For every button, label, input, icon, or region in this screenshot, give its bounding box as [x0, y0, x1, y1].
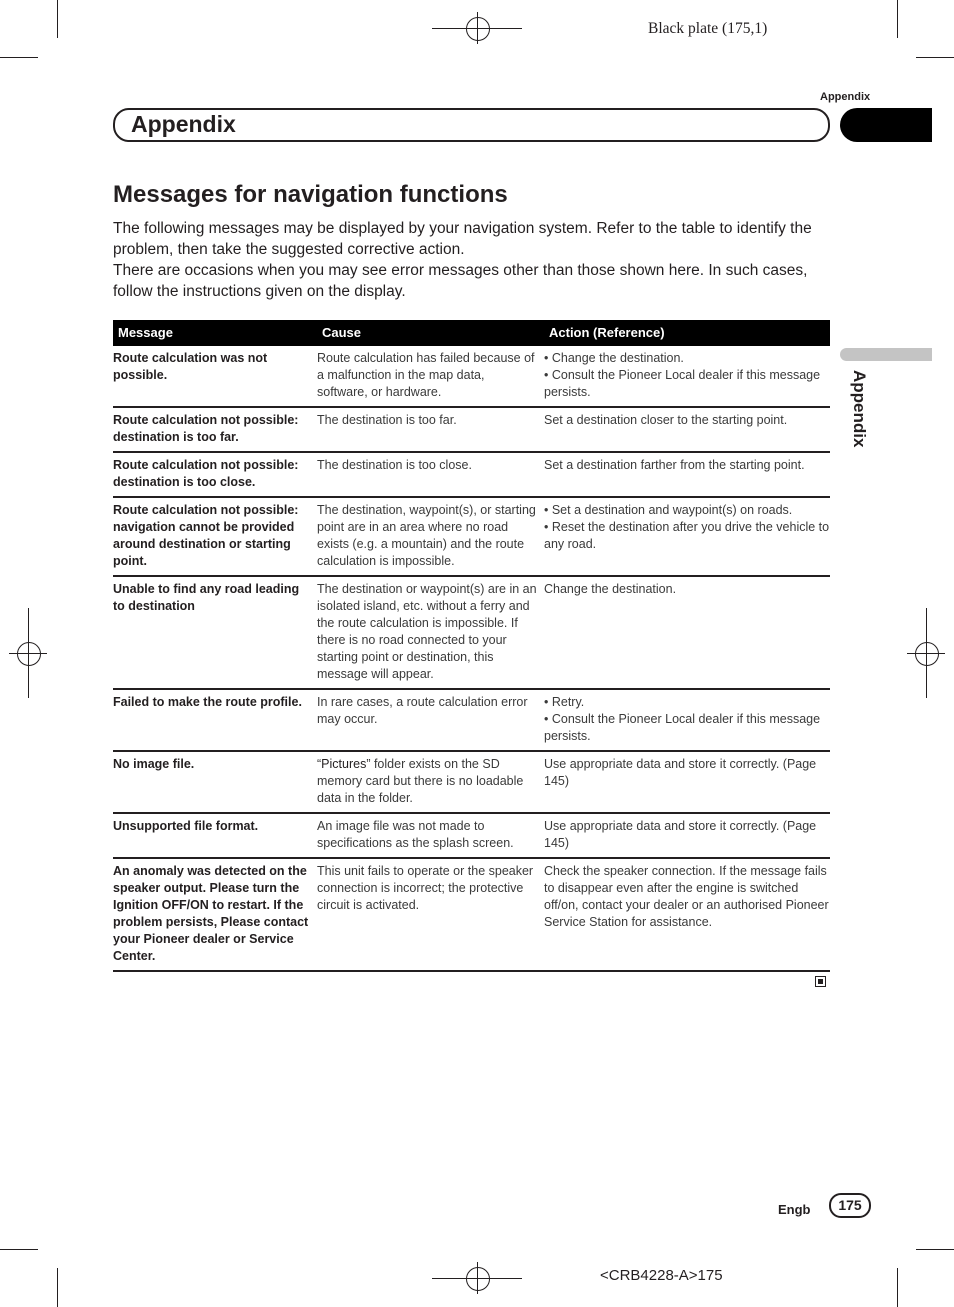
registration-circle [17, 642, 41, 666]
cause-cell: Route calculation has failed because of a malfunction in the map data, software, or hardware. [317, 346, 544, 407]
table-row [113, 497, 830, 576]
table-row [113, 407, 830, 452]
cause-cell: The destination or waypoint(s) are in an isolated island, etc. without a ferry and the route calculation is impossible. If there is no road connected to your starting point or destination, this message will appear. [317, 576, 544, 689]
crop-mark [57, 1268, 58, 1307]
crop-mark [916, 57, 954, 58]
registration-circle [466, 1267, 490, 1291]
crop-mark [916, 1249, 954, 1250]
message-cell: Route calculation not possible: navigation cannot be provided around destination or starting point. [113, 497, 317, 576]
table-row [113, 858, 830, 971]
section-banner [113, 108, 830, 142]
crop-mark [0, 1249, 38, 1250]
cause-cell: The destination, waypoint(s), or starting point are in an area where no road exists (e.g. a mountain) and the route calculation is impossible. [317, 497, 544, 576]
action-cell: • Change the destination. • Consult the Pioneer Local dealer if this message persists. [544, 346, 830, 407]
language-code: Engb [778, 1202, 811, 1217]
cause-cell: This unit fails to operate or the speaker connection is incorrect; the protective circuit is activated. [317, 858, 544, 971]
column-header-cause: Cause [317, 320, 544, 346]
folder-name: Pictures [321, 757, 367, 771]
end-of-section-icon [815, 976, 826, 987]
plate-label: Black plate (175,1) [648, 20, 768, 37]
column-header-message: Message [113, 320, 317, 346]
chapter-tab [840, 108, 932, 142]
page-title: Messages for navigation functions [113, 181, 508, 208]
message-cell: Route calculation not possible: destination is too close. [113, 452, 317, 497]
side-tab-marker [840, 348, 932, 361]
table-body [113, 346, 830, 971]
action-cell: • Set a destination and waypoint(s) on roads. • Reset the destination after you drive the vehicle to any road. [544, 497, 830, 576]
running-header: Appendix [820, 91, 871, 103]
action-cell: Use appropriate data and store it correctly. (Page 145) [544, 751, 830, 813]
crop-mark [897, 1268, 898, 1307]
message-cell: Unsupported file format. [113, 813, 317, 858]
action-cell: • Retry. • Consult the Pioneer Local dealer if this message persists. [544, 689, 830, 751]
message-cell: Route calculation not possible: destination is too far. [113, 407, 317, 452]
message-cell: Route calculation was not possible. [113, 346, 317, 407]
page-number: 175 [829, 1193, 871, 1218]
action-cell: Use appropriate data and store it correctly. (Page 145) [544, 813, 830, 858]
message-cell: No image file. [113, 751, 317, 813]
message-cell: An anomaly was detected on the speaker output. Please turn the Ignition OFF/ON to restart. If the problem persists, Please contact your Pioneer dealer or Service Center. [113, 858, 317, 971]
table-header-row [113, 320, 830, 346]
cause-cell: An image file was not made to specifications as the splash screen. [317, 813, 544, 858]
crop-mark [57, 0, 58, 38]
action-cell: Change the destination. [544, 576, 830, 689]
cause-cell: The destination is too far. [317, 407, 544, 452]
intro-text [113, 218, 833, 302]
action-cell: Set a destination farther from the starting point. [544, 452, 830, 497]
table-row [113, 576, 830, 689]
intro-paragraph: The following messages may be displayed by your navigation system. Refer to the table to identify the problem, then take the suggested corrective action. [113, 220, 812, 258]
crop-mark [897, 0, 898, 38]
document-code: <CRB4228-A>175 [600, 1267, 723, 1284]
crop-mark [0, 57, 38, 58]
side-tab-label: Appendix [850, 370, 869, 448]
registration-circle [466, 17, 490, 41]
table-row [113, 452, 830, 497]
cause-cell: In rare cases, a route calculation error may occur. [317, 689, 544, 751]
cause-cell: “Pictures” folder exists on the SD memory card but there is no loadable data in the folder. [317, 751, 544, 813]
action-cell: Check the speaker connection. If the message fails to disappear even after the engine is switched off/on, contact your dealer or an authorised Pioneer Service Station for assistance. [544, 858, 830, 971]
column-header-action: Action (Reference) [544, 320, 830, 346]
banner-title: Appendix [131, 111, 236, 137]
cause-cell: The destination is too close. [317, 452, 544, 497]
messages-table [113, 320, 830, 972]
table-row [113, 751, 830, 813]
intro-paragraph: There are occasions when you may see error messages other than those shown here. In such cases, follow the instructions given on the display. [113, 262, 808, 300]
message-cell: Failed to make the route profile. [113, 689, 317, 751]
table-row [113, 346, 830, 407]
table-row [113, 689, 830, 751]
message-cell: Unable to find any road leading to destination [113, 576, 317, 689]
action-cell: Set a destination closer to the starting point. [544, 407, 830, 452]
table-row [113, 813, 830, 858]
registration-circle [915, 642, 939, 666]
